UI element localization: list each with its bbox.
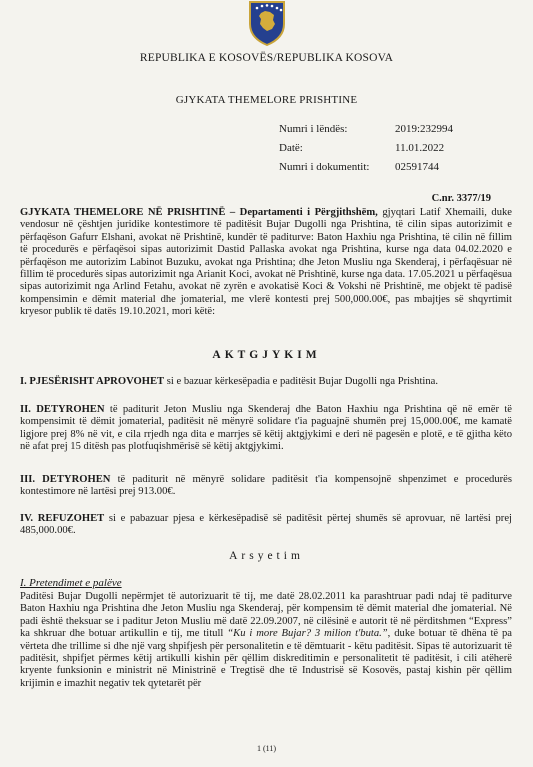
- reasoning-heading: Arsyetim: [229, 550, 304, 562]
- article-title-quote: “Ku i more Bujar? 3 milion t'buta.”: [227, 628, 388, 640]
- verdict-item-2-lead: II. DETYROHEN: [20, 404, 105, 415]
- intro-paragraph: [20, 207, 512, 319]
- verdict-heading: AKTGJYKIM: [212, 349, 321, 361]
- coat-of-arms-icon: [248, 0, 286, 46]
- verdict-item-3-text: të paditurit në mënyrë solidare paditësit t'ia kompensojnë shpenzimet e procedurës kontestimore në lartësi prej 913.00€.: [20, 474, 512, 498]
- date-row: [279, 142, 444, 154]
- reasoning-text-a: Paditësi Bujar Dugolli nepërmjet të autorizuarit të tij, me datë 28.02.2011 ka parashtruar padi ndaj të paditurve Baton Haxhiu nga Prishtina dhe Jeton Musliu nga Skenderaj, për kompensim të dëmit material dhe jomaterial. Në padi është theksuar se i paditur Jeton Musliu më datë 22.09.2007, në cilësinë e autorit të në përditshmen “Express” ka shkruar dhe botuar artikullin e tij, me titull: [20, 591, 512, 640]
- verdict-item-2-text: të paditurit Jeton Musliu nga Skenderaj dhe Baton Haxhiu nga Prishtina që në emër të kompensimit të dëmit jomaterial, paditësit në mënyrë solidare t'ia paguajnë shumën prej 15,000.00€, me kamatë ligjore prej 8% në vit, e cila rrjedh nga dita e marrjes së këtij aktgjykimi e deri në pagesën e plotë, e të gjitha këto në afat prej 15 ditësh pas plotfuqishmërisë së këtij aktgjykimi.: [20, 404, 512, 453]
- date-label: Datë:: [279, 142, 303, 154]
- verdict-item-4: [20, 513, 512, 538]
- republic-title: REPUBLIKA E KOSOVËS/REPUBLIKA KOSOVA: [139, 52, 394, 64]
- verdict-item-1: [20, 376, 512, 388]
- case-number-value: 2019:232994: [395, 123, 454, 135]
- reasoning-paragraph: [20, 591, 512, 690]
- case-number-row: [279, 123, 453, 135]
- verdict-item-1-lead: I. PJESËRISHT APROVOHET: [20, 376, 165, 387]
- document-number-value: 02591744: [395, 161, 439, 173]
- verdict-item-2: [20, 404, 512, 454]
- intro-text: gjyqtari Latif Xhemaili, duke vendosur në çështjen juridike kontestimore të paditësit Bujar Dugolli nga Prishtina, të cilin sipas autorizimit e përfaqëson Gafurr Elshani, avokat në Prishtinë, kundër të paditurve: Baton Haxhiu nga Prishtina, të cilin në fillim të procedurës e përfaqësoi sipas autorizimit Dastid Pallaska avokat nga Prishtina, kurse nga data 04.02.2020 e përfaqëson me autorizim Labinot Buzuku, avokat nga Prishtina; dhe Jeton Musliu nga Skenderaj, i përfaqësuar në fillim të procedurës sipas autorizimit nga Arianit Koci, avokat në Prishtinë, kurse nga data. 17.05.2021 u përfaqësua sipas autorizimit nga Arlind Fetahu, avokat në zyrën e avokatisë Koci & Vokshi në Prishtinë, me objekt të padisë kompensimin e dëmit material dhe jomaterial, me vlerë kontesti prej 500,000.00€, pas mbajtjes së shqyrtimit kryesor publik të datës 19.10.2021, mori këtë:: [20, 207, 513, 318]
- date-value: 11.01.2022: [395, 142, 445, 154]
- verdict-item-4-lead: IV. REFUZOHET: [20, 513, 105, 524]
- section-title: I. Pretendimet e palëve: [20, 577, 122, 589]
- document-number-row: [279, 161, 439, 173]
- verdict-item-1-text: si e bazuar kërkesëpadia e paditësit Bujar Dugolli nga Prishtina.: [164, 376, 439, 387]
- reasoning-text-b: , duke botuar të dhëna të pa vërteta dhe trillime si dhe një varg shpifjesh për personalitetin e të dëmtuarit - këtu paditësit. Sipas të autorizuarit të paditësit, shpifjet përmes këtij artikulli kishin për qëllim diskreditimin e personalitetit të paditësit, i cili atëherë kryente funksionin e ministrit në Ministrinë e Tregtisë dhe të Industrisë së Kosovës, pastaj kishin për qëllim krijimin e imazhit negativ tek qytetarët për: [20, 628, 512, 689]
- verdict-item-3-lead: III. DETYROHEN: [20, 474, 111, 485]
- document-number-label: Numri i dokumentit:: [279, 161, 370, 173]
- case-number-label: Numri i lëndës:: [279, 123, 348, 135]
- court-name-bold: GJYKATA THEMELORE NË PRISHTINË – Departamenti i Përgjithshëm,: [20, 207, 378, 218]
- verdict-item-4-text: si e pabazuar pjesa e kërkesëpadisë së paditësit përtej shumës së aprovuar, në lartësi prej 485,000.00€.: [20, 513, 512, 537]
- page-number: 1 (11): [256, 744, 277, 753]
- court-title: GJYKATA THEMELORE PRISHTINE: [175, 94, 358, 106]
- case-reference: C.nr. 3377/19: [431, 193, 491, 204]
- verdict-item-3: [20, 474, 512, 499]
